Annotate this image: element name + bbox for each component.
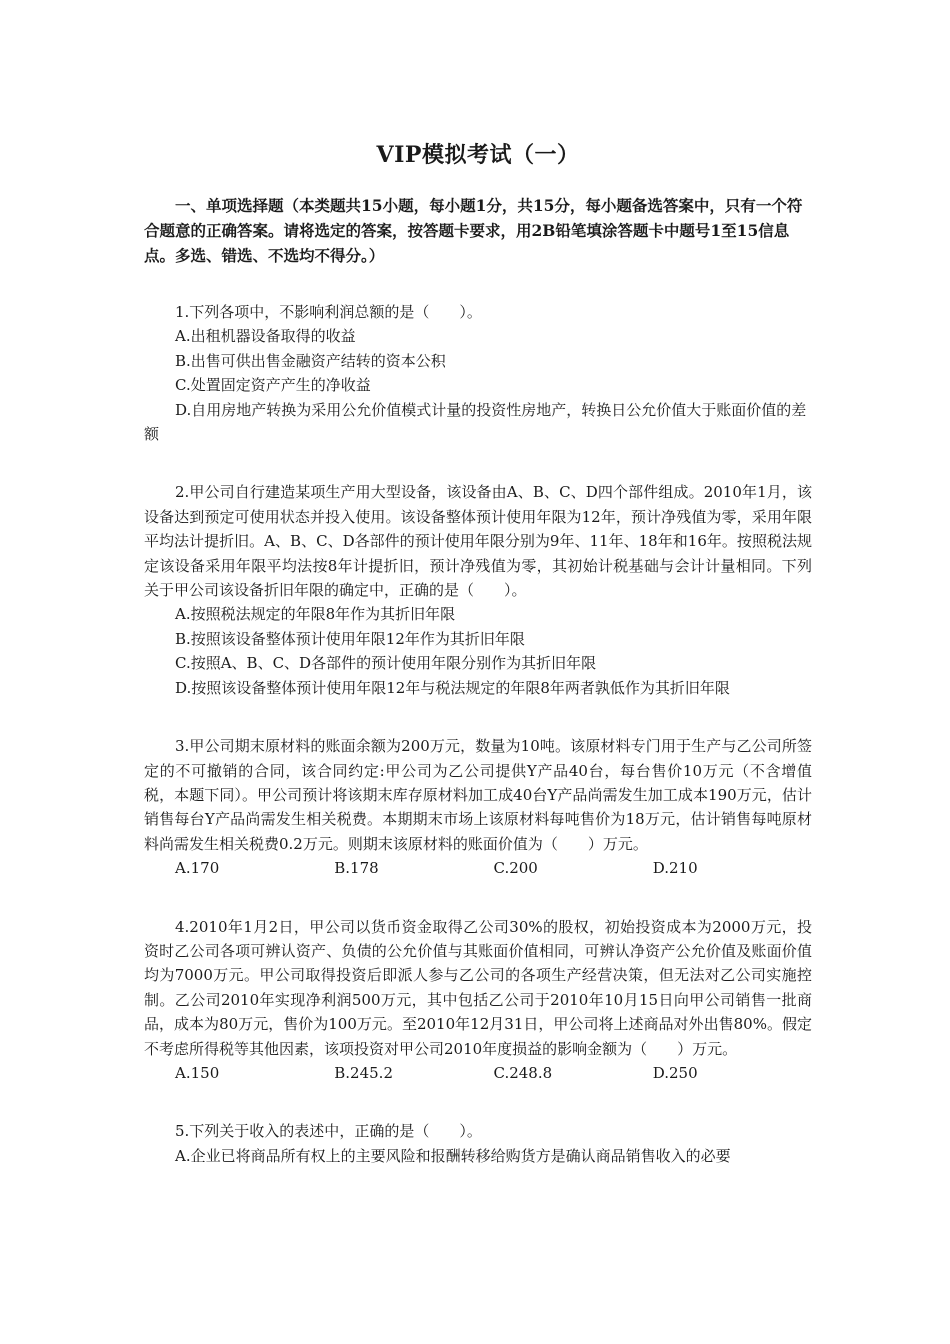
- option-b: B.178: [334, 859, 379, 878]
- option-a: A.150: [175, 1063, 220, 1082]
- question-stem: 1.下列各项中，不影响利润总额的是（ ）。: [175, 303, 482, 321]
- option-a: A.企业已将商品所有权上的主要风险和报酬转移给购货方是确认商品销售收入的必要: [175, 1146, 731, 1165]
- option-c: C.200: [493, 859, 538, 878]
- option-b: B.245.2: [334, 1063, 393, 1082]
- question-3: [144, 734, 812, 880]
- option-d: D.250: [652, 1063, 698, 1082]
- option-a: A.按照税法规定的年限8年作为其折旧年限: [175, 605, 456, 624]
- question-2: [144, 480, 812, 700]
- option-a: A.出租机器设备取得的收益: [175, 327, 356, 346]
- option-d: D.按照该设备整体预计使用年限12年与税法规定的年限8年两者孰低作为其折旧年限: [175, 678, 730, 697]
- option-c: C.按照A、B、C、D各部件的预计使用年限分别作为其折旧年限: [175, 654, 597, 673]
- document-page: [144, 138, 812, 1168]
- option-c: C.248.8: [493, 1063, 553, 1082]
- question-4: [144, 915, 812, 1086]
- option-d: D.自用房地产转换为采用公允价值模式计量的投资性房地产，转换日公允价值大于账面价值的差额: [144, 400, 807, 444]
- option-row: [144, 1061, 812, 1085]
- option-b: B.按照该设备整体预计使用年限12年作为其折旧年限: [175, 629, 525, 648]
- option-b: B.出售可供出售金融资产结转的资本公积: [175, 351, 446, 370]
- exam-title: VIP模拟考试（一）: [376, 142, 580, 168]
- option-row: [144, 856, 812, 880]
- question-1: [144, 300, 812, 446]
- section-heading: 一、单项选择题（本类题共15小题，每小题1分，共15分，每小题备选答案中，只有一个符合题意的正确答案。请将选定的答案，按答题卡要求，用2B铅笔填涂答题卡中题号1至15信息点。多选、错选、不选均不得分。）: [144, 196, 803, 265]
- option-c: C.处置固定资产产生的净收益: [175, 376, 371, 395]
- question-stem: 2.甲公司自行建造某项生产用大型设备，该设备由A、B、C、D四个部件组成。2010年1月，该设备达到预定可使用状态并投入使用。该设备整体预计使用年限为12年，预计净残值为零，采用年限平均法计提折旧。A、B、C、D各部件的预计使用年限分别为9年、11年、18年和16年。按照税法规定该设备采用年限平均法按8年计提折旧，预计净残值为零，其初始计税基础与会计计量相同。下列关于甲公司该设备折旧年限的确定中，正确的是（ ）。: [144, 483, 812, 600]
- option-a: A.170: [175, 859, 220, 878]
- question-stem: 3.甲公司期末原材料的账面余额为200万元，数量为10吨。该原材料专门用于生产与乙公司所签定的不可撤销的合同，该合同约定:甲公司为乙公司提供Y产品40台，每台售价10万元（不含增值税，本题下同）。甲公司预计将该期末库存原材料加工成40台Y产品尚需发生加工成本190万元，估计销售每台Y产品尚需发生相关税费。本期期末市场上该原材料每吨售价为18万元，估计销售每吨原材料尚需发生相关税费0.2万元。则期末该原材料的账面价值为（ ）万元。: [144, 737, 812, 853]
- question-5: [144, 1119, 812, 1168]
- question-stem: 5.下列关于收入的表述中，正确的是（ ）。: [175, 1122, 482, 1141]
- question-stem: 4.2010年1月2日，甲公司以货币资金取得乙公司30%的股权，初始投资成本为2000万元，投资时乙公司各项可辨认资产、负债的公允价值与其账面价值相同，可辨认净资产公允价值及账面价值均为7000万元。甲公司取得投资后即派人参与乙公司的各项生产经营决策，但无法对乙公司实施控制。乙公司2010年实现净利润500万元，其中包括乙公司于2010年10月15日向甲公司销售一批商品，成本为80万元，售价为100万元。至2010年12月31日，甲公司将上述商品对外出售80%。假定不考虑所得税等其他因素，该项投资对甲公司2010年度损益的影响金额为（ ）万元。: [144, 917, 812, 1058]
- option-d: D.210: [652, 859, 698, 878]
